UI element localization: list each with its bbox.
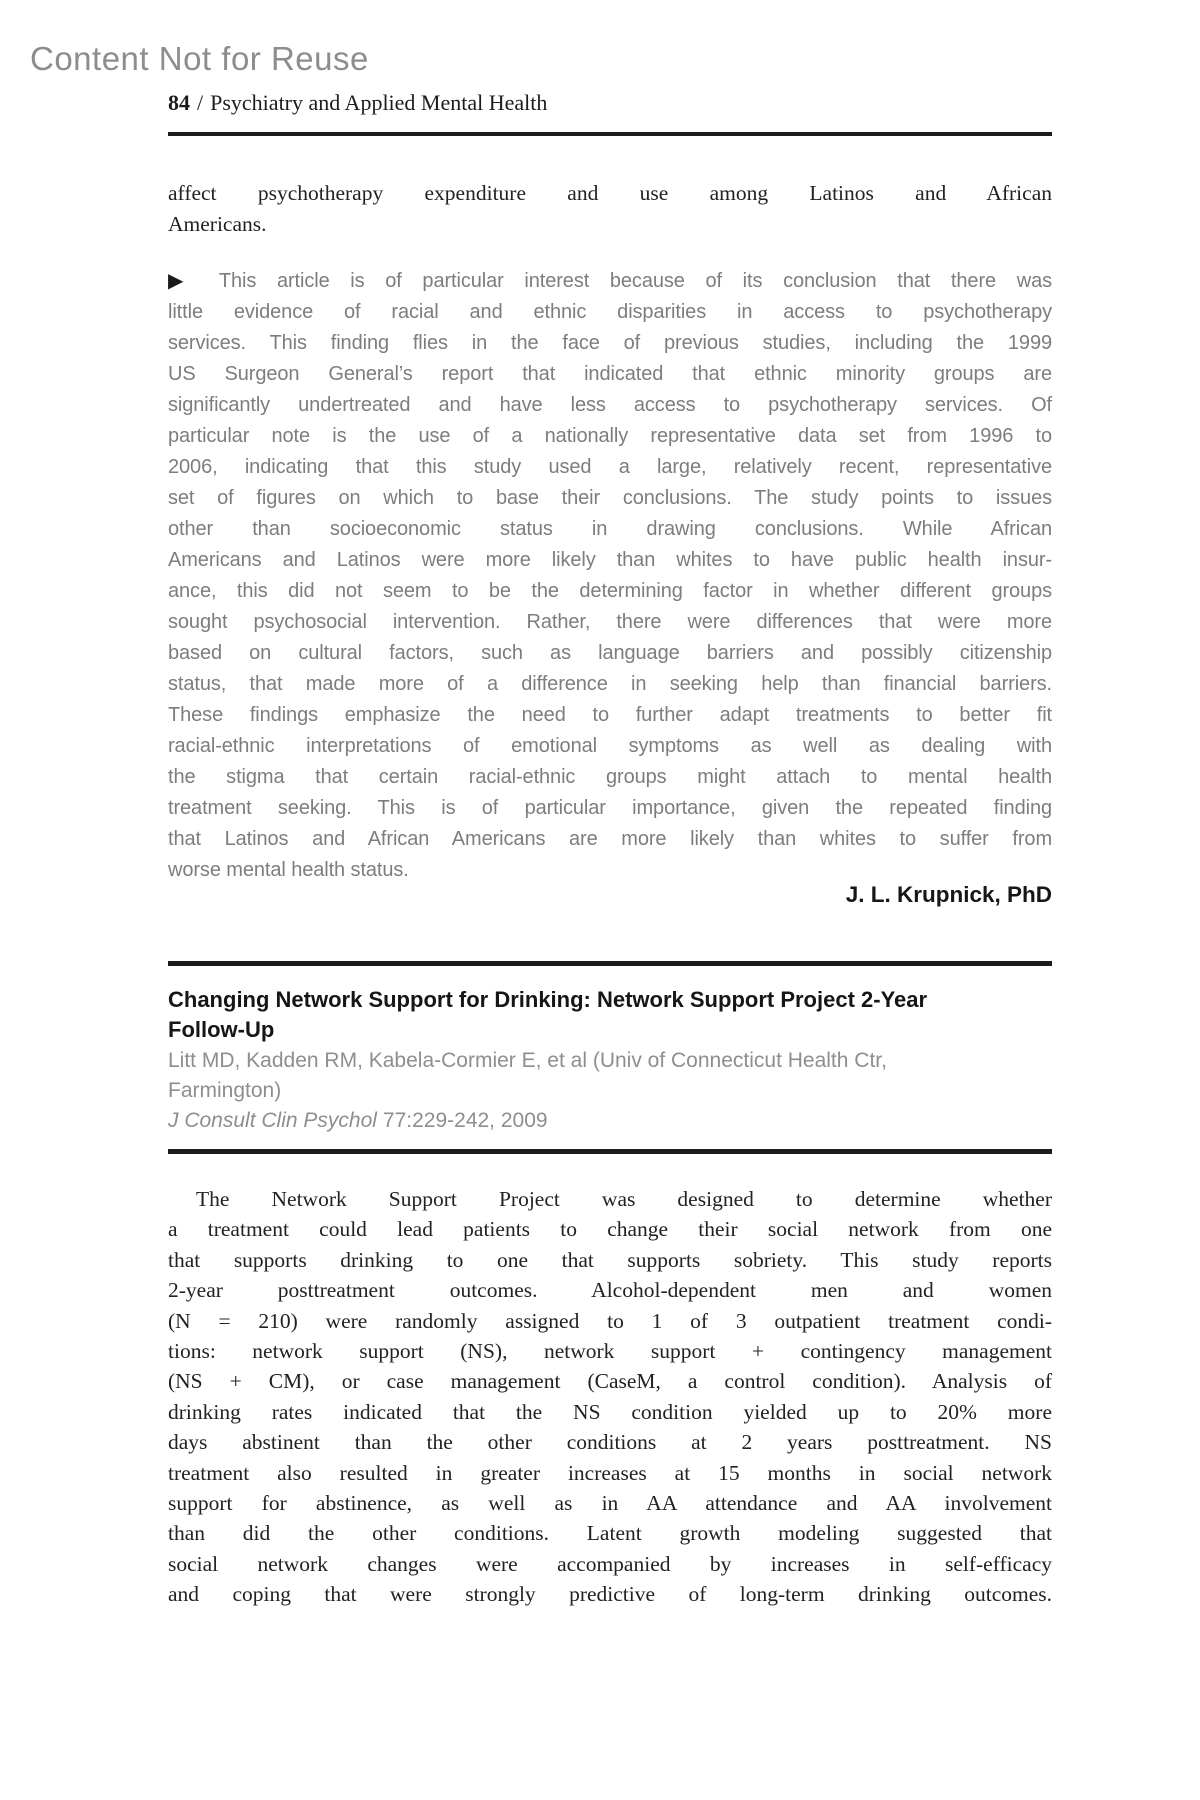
text-line: 2-year posttreatment outcomes. Alcohol-dependent men and women (168, 1278, 1052, 1303)
text-line: US Surgeon General’s report that indicated that ethnic minority groups are (168, 363, 1052, 385)
text-line: (N = 210) were randomly assigned to 1 of 3 outpatient treatment condi- (168, 1308, 1052, 1333)
article-authors (168, 1046, 1052, 1106)
text-line: Americans and Latinos were more likely than whites to have public health insur- (168, 549, 1052, 571)
text-line: The Network Support Project was designed to determine whether (196, 1187, 1052, 1211)
text-line: racial-ethnic interpretations of emotional symptoms as well as dealing with (168, 735, 1052, 757)
text-line: status, that made more of a difference in seeking help than financial barriers. (168, 673, 1052, 695)
continued-paragraph (168, 178, 1052, 240)
text-line: services. This finding flies in the face of previous studies, including the 1999 (168, 332, 1052, 354)
commentary-paragraph (168, 266, 1052, 886)
text-line: Litt MD, Kadden RM, Kabela-Cormier E, et al (Univ of Connecticut Health Ctr, (168, 1049, 887, 1072)
header-separator: / (197, 90, 204, 115)
watermark: Content Not for Reuse (30, 40, 369, 77)
text-line: that Latinos and African Americans are more likely than whites to suffer from (168, 828, 1052, 850)
header-rule (168, 132, 1052, 136)
page-header (168, 90, 1052, 116)
text-line: sought psychosocial intervention. Rather, there were differences that were more (168, 611, 1052, 633)
text-line: support for abstinence, as well as in AA attendance and AA involvement (168, 1491, 1052, 1516)
text-line: little evidence of racial and ethnic disparities in access to psychotherapy (168, 301, 1052, 323)
text-line: the stigma that certain racial-ethnic groups might attach to mental health (168, 766, 1052, 788)
text-line: Farmington) (168, 1079, 282, 1102)
journal-reference (168, 1107, 1052, 1135)
citation-divider-bottom (168, 1149, 1052, 1154)
text-line: and coping that were strongly predictive of long-term drinking outcomes. (168, 1582, 1052, 1607)
text-line: treatment seeking. This is of particular importance, given the repeated finding (168, 797, 1052, 819)
text-line: days abstinent than the other conditions at 2 years posttreatment. NS (168, 1430, 1052, 1455)
page-number: 84 (168, 90, 190, 115)
citation-divider-top (168, 961, 1052, 966)
text-line: treatment also resulted in greater increases at 15 months in social network (168, 1460, 1052, 1485)
article-title (168, 985, 1052, 1045)
text-line: other than socioeconomic status in drawing conclusions. While African (168, 518, 1052, 540)
text-line: These findings emphasize the need to further adapt treatments to better fit (168, 704, 1052, 726)
text-line: a treatment could lead patients to change their social network from one (168, 1217, 1052, 1242)
text-line: than did the other conditions. Latent growth modeling suggested that (168, 1521, 1052, 1546)
text-line: 2006, indicating that this study used a large, relatively recent, representative (168, 456, 1052, 478)
text-line: significantly undertreated and have less access to psychotherapy services. Of (168, 394, 1052, 416)
text-line: set of figures on which to base their conclusions. The study points to issues (168, 487, 1052, 509)
text-line: social network changes were accompanied by increases in self-efficacy (168, 1551, 1052, 1576)
text-line: drinking rates indicated that the NS condition yielded up to 20% more (168, 1399, 1052, 1424)
journal-volume-pages: 77:229-242, 2009 (382, 1109, 548, 1132)
text-line: ▶ This article is of particular interest because of its conclusion that there was (168, 270, 1052, 292)
text-line: that supports drinking to one that supports sobriety. This study reports (168, 1247, 1052, 1272)
text-line: Follow-Up (168, 1017, 275, 1042)
commentary-attribution: J. L. Krupnick, PhD (845, 882, 1052, 907)
text-line: based on cultural factors, such as language barriers and possibly citizenship (168, 642, 1052, 664)
journal-name: J Consult Clin Psychol (168, 1109, 377, 1132)
text-line: particular note is the use of a nationally representative data set from 1996 to (168, 425, 1052, 447)
text-line: tions: network support (NS), network support + contingency management (168, 1339, 1052, 1364)
abstract-paragraph (168, 1184, 1052, 1610)
text-line: worse mental health status. (168, 859, 409, 881)
text-line: Changing Network Support for Drinking: Network Support Project 2-Year (168, 987, 928, 1012)
text-line: affect psychotherapy expenditure and use among Latinos and African (168, 181, 1052, 205)
section-title: Psychiatry and Applied Mental Health (210, 90, 548, 115)
text-line: (NS + CM), or case management (CaseM, a control condition). Analysis of (168, 1369, 1052, 1394)
text-line: ance, this did not seem to be the determining factor in whether different groups (168, 580, 1052, 602)
commentary-pointer-icon: ▶ (168, 270, 199, 292)
text-line: Americans. (168, 212, 267, 236)
